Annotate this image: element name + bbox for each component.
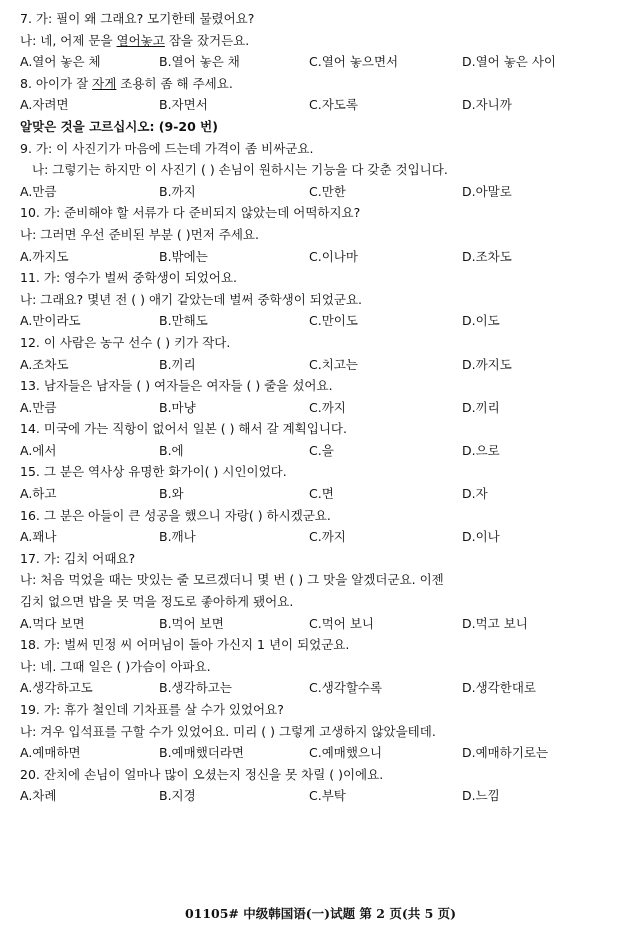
option-a[interactable]: A.예매하면 xyxy=(20,745,81,761)
option-c[interactable]: C.먹어 보니 xyxy=(309,615,374,631)
question-16-options xyxy=(20,526,620,548)
option-c[interactable]: C.열어 놓으면서 xyxy=(309,54,399,70)
option-d[interactable]: D.이나 xyxy=(462,529,500,545)
option-a[interactable]: A.먹다 보면 xyxy=(20,615,85,631)
option-d[interactable]: D.예매하기로는 xyxy=(462,745,549,761)
option-a[interactable]: A.하고 xyxy=(20,486,57,502)
underlined-word: 자게 xyxy=(92,75,117,91)
question-19-line-2: 나: 겨우 입석표를 구할 수가 있었어요. 미리 ( ) 그렇게 고생하지 않았을테데. xyxy=(20,723,436,739)
option-c[interactable]: C.예매했으니 xyxy=(309,745,383,761)
question-list xyxy=(20,8,620,807)
question-20-line-1: 20. 잔치에 손님이 얼마나 많이 오셨는지 정신을 못 차릴 ( )이에요. xyxy=(20,766,384,782)
page-footer: 01105# 中级韩国语(一)试题 第 2 页(共 5 页) xyxy=(184,906,457,921)
question-18-line-1: 18. 가: 벌써 민정 씨 어머님이 돌아 가신지 1 년이 되었군요. xyxy=(20,637,350,653)
option-b[interactable]: B.와 xyxy=(159,486,184,502)
option-b[interactable]: B.자면서 xyxy=(159,97,208,113)
question-11-line-2: 나: 그래요? 몇년 전 ( ) 애기 같았는데 벌써 중학생이 되었군요. xyxy=(20,291,363,307)
option-a[interactable]: A.차례 xyxy=(20,788,57,804)
option-a[interactable]: A.조차도 xyxy=(20,356,69,372)
question-17-line-3: 김치 없으면 밥을 못 먹을 정도로 좋아하게 됐어요. xyxy=(20,594,294,610)
option-b[interactable]: B.마냥 xyxy=(159,399,196,415)
option-b[interactable]: B.지경 xyxy=(159,788,196,804)
option-b[interactable]: B.예매했더라면 xyxy=(159,745,244,761)
question-15-line-1: 15. 그 분은 역사상 유명한 화가이( ) 시인이었다. xyxy=(20,464,287,480)
question-9-line-1: 9. 가: 이 사진기가 마음에 드는데 가격이 좀 비싸군요. xyxy=(20,140,314,156)
option-a[interactable]: A.까지도 xyxy=(20,248,69,264)
question-9-options xyxy=(20,181,620,203)
option-c[interactable]: C.까지 xyxy=(309,399,346,415)
option-b[interactable]: B.끼리 xyxy=(159,356,196,372)
option-d[interactable]: D.이도 xyxy=(462,313,500,329)
question-19-options xyxy=(20,742,620,764)
question-20-options xyxy=(20,785,620,807)
question-10-line-2: 나: 그러면 우선 준비된 부분 ( )먼저 주세요. xyxy=(20,226,259,242)
option-c[interactable]: C.을 xyxy=(309,442,334,458)
question-13-line-1: 13. 남자들은 남자들 ( ) 여자들은 여자들 ( ) 줄을 섰어요. xyxy=(20,378,333,394)
question-12-options xyxy=(20,354,620,376)
option-d[interactable]: D.느낌 xyxy=(462,788,500,804)
option-b[interactable]: B.까지 xyxy=(159,183,196,199)
question-8-line-1: 8. 아이가 잘 자게 조용히 좀 해 주세요. xyxy=(20,75,233,91)
question-18-options xyxy=(20,677,620,699)
option-c[interactable]: C.이나마 xyxy=(309,248,358,264)
option-a[interactable]: A.만이라도 xyxy=(20,313,81,329)
option-c[interactable]: C.만이도 xyxy=(309,313,358,329)
question-10-options xyxy=(20,246,620,268)
question-7-options xyxy=(20,51,620,73)
question-11-options xyxy=(20,310,620,332)
option-b[interactable]: B.깨나 xyxy=(159,529,196,545)
question-17-options xyxy=(20,613,620,635)
option-d[interactable]: D.열어 놓은 사이 xyxy=(462,54,556,70)
question-10-line-1: 10. 가: 준비해야 할 서류가 다 준비되지 않았는데 어떡하지요? xyxy=(20,205,361,221)
option-a[interactable]: A.자려면 xyxy=(20,97,69,113)
option-d[interactable]: D.까지도 xyxy=(462,356,512,372)
question-17-line-2: 나: 처음 먹었을 때는 맛있는 줄 모르겠더니 몇 번 ( ) 그 맛을 알겠더군요. 이젠 xyxy=(20,572,444,588)
question-16-line-1: 16. 그 분은 아들이 큰 성공을 했으니 자랑( ) 하시겠군요. xyxy=(20,507,331,523)
option-d[interactable]: D.아말로 xyxy=(462,183,512,199)
section-heading: 알맞은 것을 고르십시오: (9-20 번) xyxy=(20,118,218,134)
question-7-line-2: 나: 네, 어제 문을 열어놓고 잠을 잤거든요. xyxy=(20,32,250,48)
question-12-line-1: 12. 이 사람은 농구 선수 ( ) 키가 작다. xyxy=(20,334,231,350)
question-19-line-1: 19. 가: 휴가 철인데 기차표를 살 수가 있었어요? xyxy=(20,702,284,717)
underlined-word: 열어놓고 xyxy=(116,32,165,48)
question-7-line-1: 7. 가: 필이 왜 그래요? 모기한테 물렸어요? xyxy=(20,11,255,26)
option-b[interactable]: B.열어 놓은 채 xyxy=(159,54,240,70)
question-13-options xyxy=(20,397,620,419)
option-c[interactable]: C.치고는 xyxy=(309,356,358,372)
option-a[interactable]: A.꽤나 xyxy=(20,529,57,545)
questions-9-20 xyxy=(20,138,620,807)
option-a[interactable]: A.만큼 xyxy=(20,183,57,199)
option-b[interactable]: B.에 xyxy=(159,442,184,458)
option-d[interactable]: D.자 xyxy=(462,486,488,502)
option-c[interactable]: C.생각할수록 xyxy=(309,680,383,696)
option-c[interactable]: C.자도록 xyxy=(309,97,358,113)
option-d[interactable]: D.생각한대로 xyxy=(462,680,536,696)
option-c[interactable]: C.면 xyxy=(309,486,334,502)
question-11-line-1: 11. 가: 영수가 벌써 중학생이 되었어요. xyxy=(20,270,238,286)
option-c[interactable]: C.만한 xyxy=(309,183,346,199)
option-c[interactable]: C.까지 xyxy=(309,529,346,545)
option-c[interactable]: C.부탁 xyxy=(309,788,346,804)
option-d[interactable]: D.조차도 xyxy=(462,248,512,264)
option-a[interactable]: A.에서 xyxy=(20,442,57,458)
option-b[interactable]: B.밖에는 xyxy=(159,248,208,264)
option-a[interactable]: A.생각하고도 xyxy=(20,680,93,696)
question-18-line-2: 나: 네. 그때 일은 ( )가슴이 아파요. xyxy=(20,658,211,674)
option-b[interactable]: B.만해도 xyxy=(159,313,208,329)
question-15-options xyxy=(20,483,620,505)
option-d[interactable]: D.자니까 xyxy=(462,97,512,113)
question-14-options xyxy=(20,440,620,462)
question-9-line-2: 나: 그렇기는 하지만 이 사진기 ( ) 손님이 원하시는 기능을 다 갖춘 것입니다. xyxy=(32,162,448,178)
option-a[interactable]: A.열어 놓은 체 xyxy=(20,54,101,70)
option-b[interactable]: B.먹어 보면 xyxy=(159,615,224,631)
option-a[interactable]: A.만큼 xyxy=(20,399,57,415)
question-17-line-1: 17. 가: 김치 어때요? xyxy=(20,550,136,566)
option-d[interactable]: D.먹고 보니 xyxy=(462,615,528,631)
option-d[interactable]: D.으로 xyxy=(462,442,500,458)
option-d[interactable]: D.끼리 xyxy=(462,399,500,415)
option-b[interactable]: B.생각하고는 xyxy=(159,680,232,696)
question-14-line-1: 14. 미국에 가는 직항이 없어서 일본 ( ) 해서 갈 계획입니다. xyxy=(20,421,347,437)
question-8-options xyxy=(20,94,620,116)
